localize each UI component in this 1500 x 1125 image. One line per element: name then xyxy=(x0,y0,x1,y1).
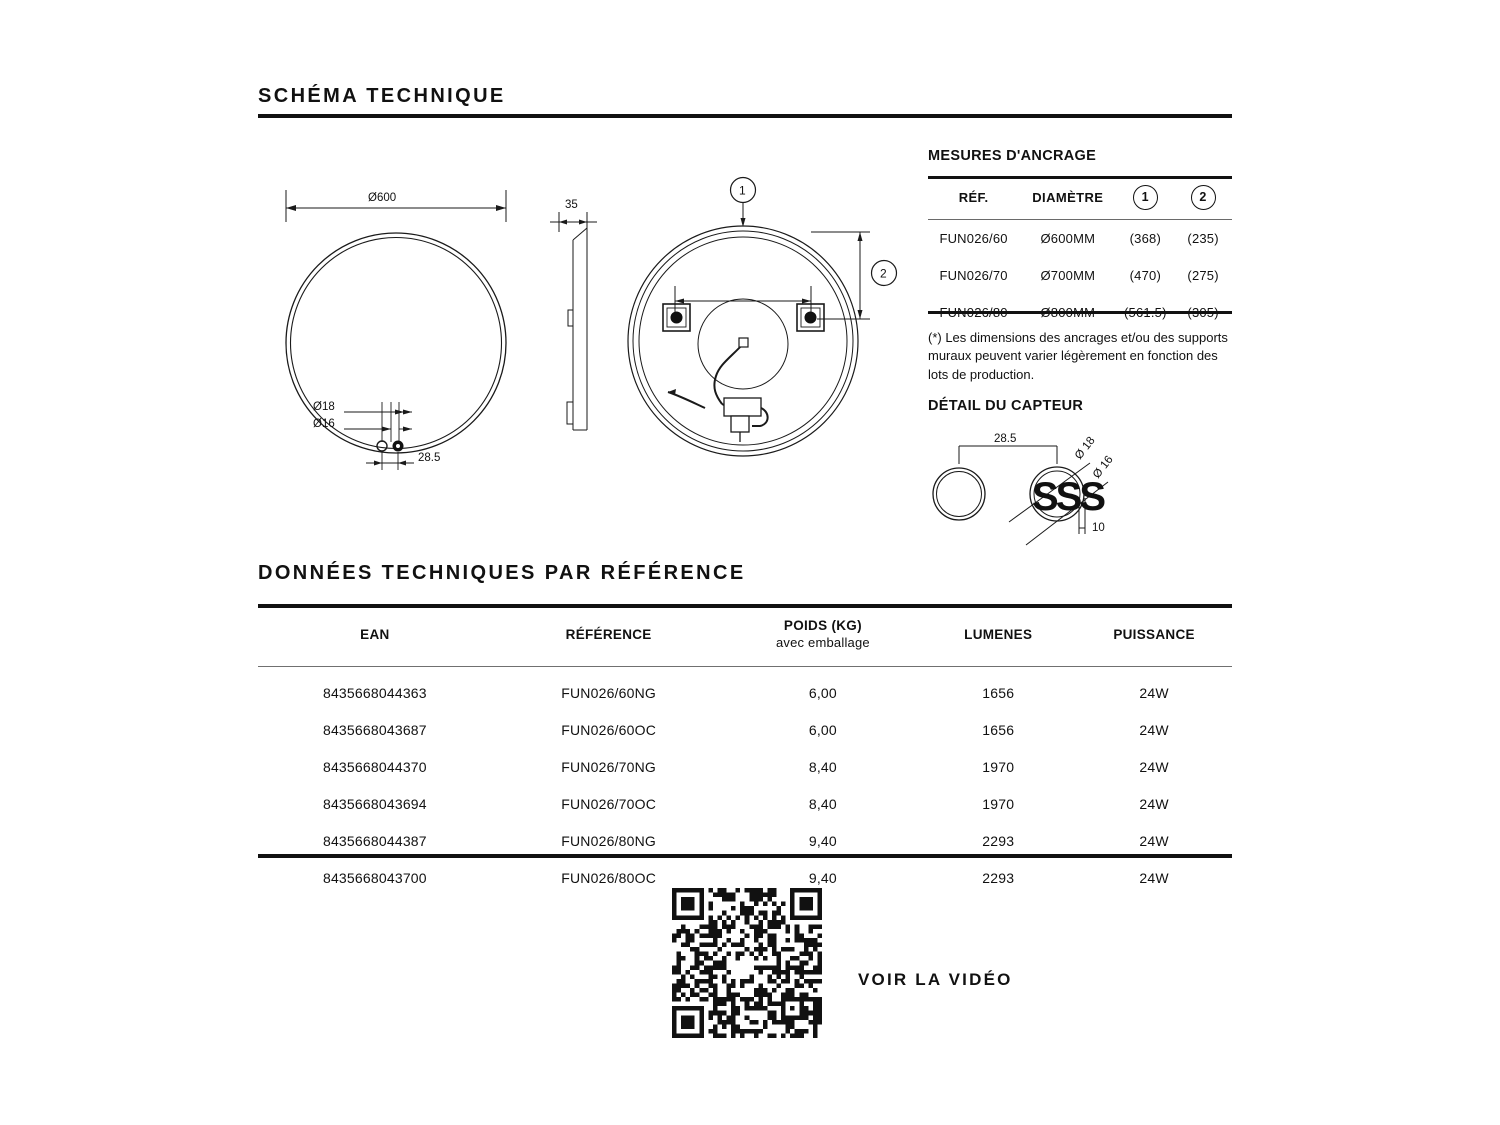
data-cell-lumens: 1656 xyxy=(982,722,1015,738)
table-row xyxy=(258,749,1232,786)
data-col-reference: RÉFÉRENCE xyxy=(492,604,726,667)
front-diameter-label: Ø600 xyxy=(368,192,397,204)
side-thickness-label: 35 xyxy=(565,199,578,211)
data-cell-lumens: 2293 xyxy=(982,833,1015,849)
circle-badge-2: 2 xyxy=(1191,185,1216,210)
data-cell-reference: FUN026/70OC xyxy=(561,796,657,812)
data-table-bottom-rule xyxy=(258,854,1232,858)
data-cell-ean: 8435668044370 xyxy=(322,759,427,775)
data-cell-weight: 6,00 xyxy=(808,722,837,738)
video-link-label[interactable]: VOIR LA VIDÉO xyxy=(858,970,1013,989)
anchor-col-1 xyxy=(1116,176,1174,220)
anchor-cell-c2: (235) xyxy=(1187,231,1219,246)
data-col-lumens: LUMENES xyxy=(920,604,1076,667)
rear-marker-2-label: 2 xyxy=(880,266,887,281)
data-cell-reference: FUN026/60OC xyxy=(561,722,657,738)
mounting-bracket-left xyxy=(663,304,690,331)
anchor-table-row xyxy=(928,257,1232,294)
data-cell-power: 24W xyxy=(1139,759,1169,775)
sensor-inner-diameter-label: Ø16 xyxy=(313,418,335,430)
anchor-cell-diameter: Ø600MM xyxy=(1040,231,1096,246)
data-cell-weight: 6,00 xyxy=(808,685,837,701)
data-table-header-row xyxy=(258,604,1232,667)
anchor-col-2 xyxy=(1174,176,1232,220)
data-cell-lumens: 2293 xyxy=(982,870,1015,886)
sensor-outer-diameter-label: Ø18 xyxy=(313,401,335,413)
front-view-drawing xyxy=(262,180,532,470)
driver-box xyxy=(724,398,761,442)
data-cell-reference: FUN026/80OC xyxy=(561,870,657,886)
sensor-spacing-label: 28.5 xyxy=(418,452,441,464)
qr-code[interactable] xyxy=(672,888,822,1038)
sensor-detail-drawing xyxy=(912,424,1142,549)
data-cell-ean: 8435668044387 xyxy=(322,833,427,849)
data-cell-lumens: 1656 xyxy=(982,685,1015,701)
data-cell-ean: 8435668044363 xyxy=(322,685,427,701)
data-cell-ean: 8435668043687 xyxy=(322,722,427,738)
section-title-technical-schema: SCHÉMA TECHNIQUE xyxy=(258,85,506,107)
data-cell-power: 24W xyxy=(1139,870,1169,886)
circle-badge-1: 1 xyxy=(1133,185,1158,210)
data-col-weight xyxy=(726,604,921,667)
data-cell-weight: 8,40 xyxy=(808,796,837,812)
anchor-table-header-row xyxy=(928,176,1232,220)
data-cell-weight: 8,40 xyxy=(808,759,837,775)
sensor-hole-open xyxy=(377,441,387,451)
header-divider-top xyxy=(258,114,1232,118)
anchor-cell-c2: (275) xyxy=(1187,268,1219,283)
sensor-glyph-label: SSS xyxy=(1032,475,1104,519)
rear-marker-1-label: 1 xyxy=(739,183,746,198)
table-row xyxy=(258,667,1232,712)
data-col-ean: EAN xyxy=(258,604,492,667)
anchor-table-title: MESURES D'ANCRAGE xyxy=(928,148,1097,164)
data-cell-reference: FUN026/80NG xyxy=(561,833,657,849)
anchor-table-bottom-rule xyxy=(928,311,1232,314)
data-cell-power: 24W xyxy=(1139,833,1169,849)
sensor-detail-spacing-label: 28.5 xyxy=(994,433,1017,445)
anchor-table-row xyxy=(928,220,1232,258)
sensor-detail-title: DÉTAIL DU CAPTEUR xyxy=(928,398,1084,414)
anchor-table-note: (*) Les dimensions des ancrages et/ou des supports muraux peuvent varier légèrement en fonction des lots de production. xyxy=(928,330,1228,382)
data-cell-lumens: 1970 xyxy=(982,796,1015,812)
table-row xyxy=(258,712,1232,749)
mounting-bracket-right xyxy=(797,304,824,331)
sensor-detail-inner-label: Ø 16 xyxy=(1090,453,1116,481)
anchor-cell-diameter: Ø700MM xyxy=(1040,268,1096,283)
anchor-col-ref: RÉF. xyxy=(928,176,1019,220)
data-col-weight-sub: avec emballage xyxy=(775,635,870,650)
sensor-detail-depth-label: 10 xyxy=(1092,522,1105,534)
rear-view-drawing xyxy=(612,176,912,466)
section-title-technical-data: DONNÉES TECHNIQUES PAR RÉFÉRENCE xyxy=(258,562,746,584)
anchor-cell-ref: FUN026/60 xyxy=(939,231,1008,246)
data-cell-reference: FUN026/70NG xyxy=(561,759,657,775)
anchor-measurements-table xyxy=(928,176,1232,332)
anchor-cell-c1: (368) xyxy=(1129,231,1161,246)
data-cell-power: 24W xyxy=(1139,685,1169,701)
table-row xyxy=(258,786,1232,823)
data-cell-ean: 8435668043694 xyxy=(322,796,427,812)
data-cell-power: 24W xyxy=(1139,722,1169,738)
data-cell-lumens: 1970 xyxy=(982,759,1015,775)
anchor-cell-c1: (470) xyxy=(1129,268,1161,283)
data-cell-reference: FUN026/60NG xyxy=(561,685,657,701)
data-col-power: PUISSANCE xyxy=(1076,604,1232,667)
data-cell-ean: 8435668043700 xyxy=(322,870,427,886)
qr-code-canvas[interactable] xyxy=(672,888,822,1038)
data-cell-power: 24W xyxy=(1139,796,1169,812)
technical-data-table xyxy=(258,604,1232,897)
sensor-detail-outer-label: Ø 18 xyxy=(1072,434,1098,462)
anchor-col-diameter: DIAMÈTRE xyxy=(1019,176,1116,220)
anchor-cell-ref: FUN026/70 xyxy=(939,268,1008,283)
data-cell-weight: 9,40 xyxy=(808,833,837,849)
data-cell-weight: 9,40 xyxy=(808,870,837,886)
data-col-weight-main: POIDS (KG) xyxy=(783,618,862,633)
